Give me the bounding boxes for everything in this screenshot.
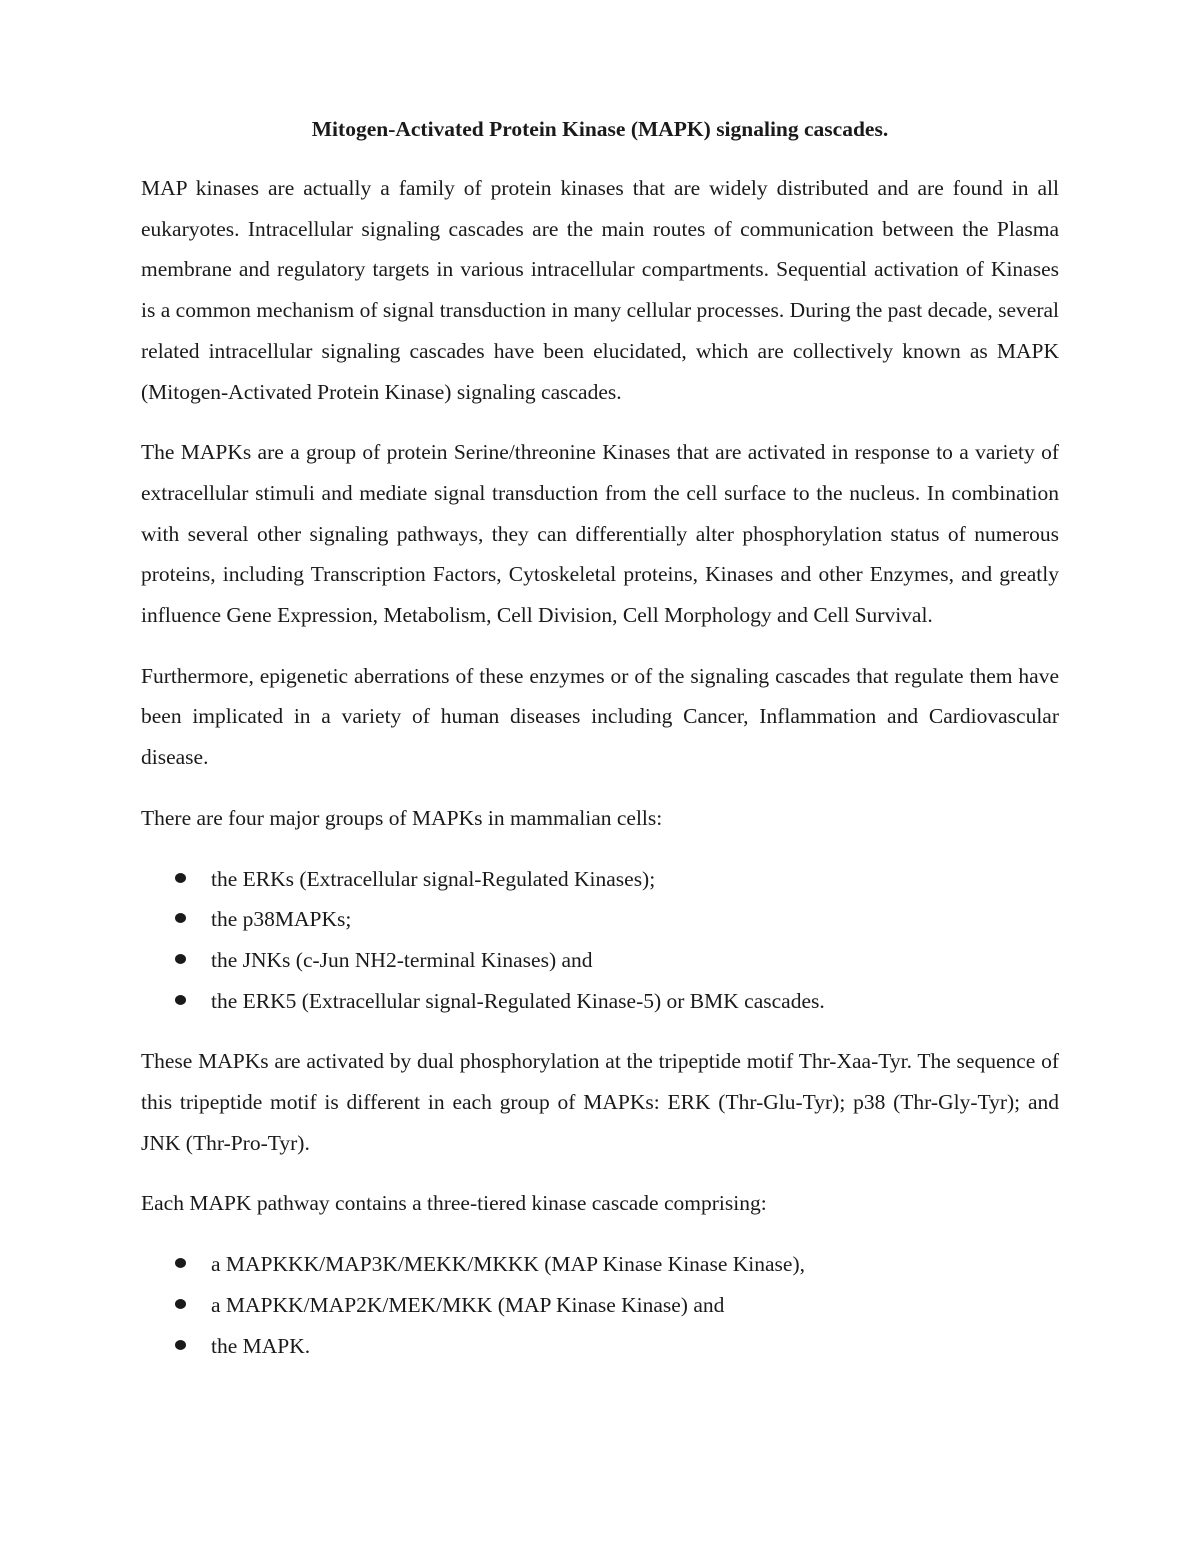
list-item: [141, 981, 1059, 1022]
bullet-icon: [175, 1340, 186, 1350]
paragraph-epigenetic: Furthermore, epigenetic aberrations of these enzymes or of the signaling cascades that regulate them have been implicated in a variety of human diseases including Cancer, Inflammation and Cardiovascular disease.: [141, 663, 1059, 770]
bullet-icon: [175, 954, 186, 964]
list-item-text: the p38MAPKs;: [211, 907, 352, 932]
paragraph-cascade-intro: Each MAPK pathway contains a three-tiered kinase cascade comprising:: [141, 1191, 767, 1216]
list-item: [141, 1285, 1059, 1326]
list-item: [141, 1244, 1059, 1285]
paragraph-groups-intro: There are four major groups of MAPKs in mammalian cells:: [141, 805, 663, 830]
list-item: [141, 940, 1059, 981]
list-item-text: the JNKs (c-Jun NH2-terminal Kinases) and: [211, 947, 593, 972]
list-item-text: a MAPKKK/MAP3K/MEKK/MKKK (MAP Kinase Kinase Kinase),: [211, 1252, 806, 1277]
document-title: Mitogen-Activated Protein Kinase (MAPK) signaling cascades.: [311, 117, 889, 141]
list-item: [141, 1326, 1059, 1367]
list-item: [141, 899, 1059, 940]
list-item-text: the MAPK.: [211, 1333, 311, 1358]
bullet-icon: [175, 995, 186, 1005]
cascade-tiers-list: [141, 1244, 1059, 1366]
bullet-icon: [175, 1299, 186, 1309]
bullet-icon: [175, 1258, 186, 1268]
document-page: [141, 108, 1059, 1386]
list-item-text: the ERK5 (Extracellular signal-Regulated Kinase-5) or BMK cascades.: [211, 988, 825, 1013]
list-item-text: the ERKs (Extracellular signal-Regulated Kinases);: [211, 866, 656, 891]
paragraph-intro: MAP kinases are actually a family of protein kinases that are widely distributed and are found in all eukaryotes. Intracellular signaling cascades are the main routes of communication between the Plasma membrane and regulatory targets in various intracellular compartments. Sequential activation of Kinases is a common mechanism of signal transduction in many cellular processes. During the past decade, several related intracellular signaling cascades have been elucidated, which are collectively known as MAPK (Mitogen-Activated Protein Kinase) signaling cascades.: [141, 176, 1059, 404]
mapk-groups-list: [141, 859, 1059, 1022]
list-item-text: a MAPKK/MAP2K/MEK/MKK (MAP Kinase Kinase) and: [211, 1292, 725, 1317]
list-item: [141, 859, 1059, 900]
paragraph-mapks: The MAPKs are a group of protein Serine/threonine Kinases that are activated in response to a variety of extracellular stimuli and mediate signal transduction from the cell surface to the nucleus. In combination with several other signaling pathways, they can differentially alter phosphorylation status of numerous proteins, including Transcription Factors, Cytoskeletal proteins, Kinases and other Enzymes, and greatly influence Gene Expression, Metabolism, Cell Division, Cell Morphology and Cell Survival.: [141, 440, 1059, 628]
bullet-icon: [175, 873, 186, 883]
paragraph-motif: These MAPKs are activated by dual phosphorylation at the tripeptide motif Thr-Xaa-Tyr. The sequence of this tripeptide motif is different in each group of MAPKs: ERK (Thr-Glu-Tyr); p38 (Thr-Gly-Tyr); and JNK (Thr-Pro-Tyr).: [141, 1049, 1059, 1155]
bullet-icon: [175, 913, 186, 923]
